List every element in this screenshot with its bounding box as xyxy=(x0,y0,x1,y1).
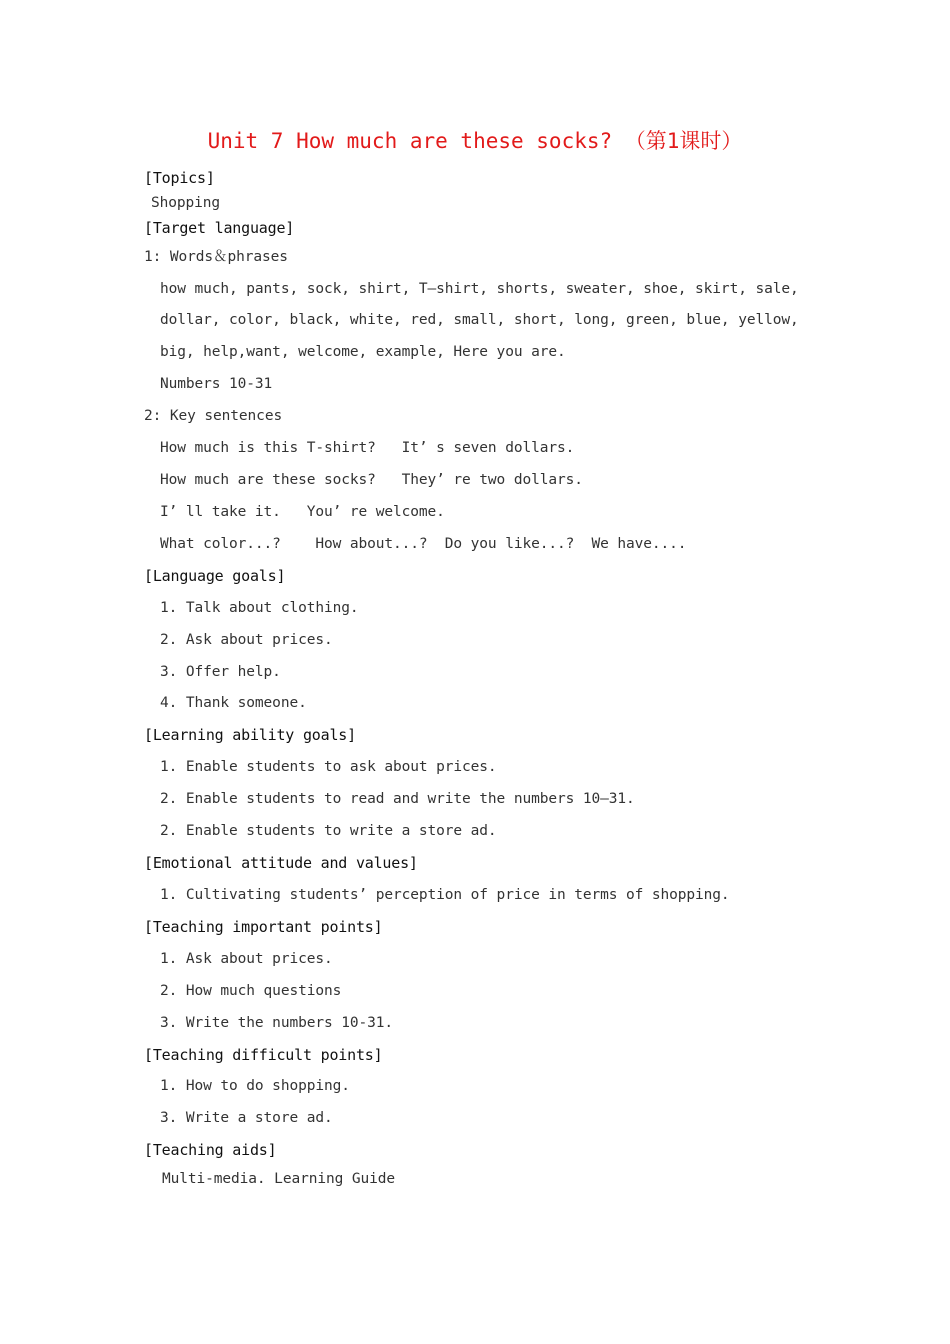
list-item: 2. Enable students to read and write the numbers 10—31. xyxy=(160,791,635,807)
language-goals-heading: [Language goals] xyxy=(144,567,286,585)
topics-body: Shopping xyxy=(151,195,221,211)
list-item: 1. Talk about clothing. xyxy=(160,600,359,616)
list-item: 3. Write a store ad. xyxy=(160,1110,333,1126)
emotional-heading: [Emotional attitude and values] xyxy=(144,854,418,872)
topics-heading: [Topics] xyxy=(144,169,215,187)
difficult-points-heading: [Teaching difficult points] xyxy=(144,1046,383,1064)
teaching-aids-body: Multi-media. Learning Guide xyxy=(162,1171,396,1187)
page-title: Unit 7 How much are these socks? （第1课时） xyxy=(207,129,743,153)
list-item: 1. Ask about prices. xyxy=(160,951,333,967)
list-item: 2. Ask about prices. xyxy=(160,632,333,648)
important-points-heading: [Teaching important points] xyxy=(144,918,383,936)
words-line: how much, pants, sock, shirt, T—shirt, shorts, sweater, shoe, skirt, sale, xyxy=(160,281,799,297)
key-sentence: I’ ll take it. You’ re welcome. xyxy=(160,504,445,520)
list-item: 1. Cultivating students’ perception of price in terms of shopping. xyxy=(160,887,730,903)
key-sentence: How much is this T-shirt? It’ s seven dollars. xyxy=(160,440,575,456)
words-line: big, help,want, welcome, example, Here you are. xyxy=(160,344,566,360)
list-item: 4. Thank someone. xyxy=(160,695,307,711)
key-sentence: What color...? How about...? Do you like...? We have.... xyxy=(160,536,687,552)
key-sentence: How much are these socks? They’ re two dollars. xyxy=(160,472,583,488)
list-item: 3. Write the numbers 10-31. xyxy=(160,1015,394,1031)
list-item: 2. How much questions xyxy=(160,983,342,999)
words-phrases-label: 1: Words＆phrases xyxy=(144,249,288,265)
key-sentences-label: 2: Key sentences xyxy=(144,408,283,424)
teaching-aids-heading: [Teaching aids] xyxy=(144,1141,277,1159)
list-item: 1. How to do shopping. xyxy=(160,1078,350,1094)
learning-ability-goals-heading: [Learning ability goals] xyxy=(144,726,356,744)
list-item: 1. Enable students to ask about prices. xyxy=(160,759,497,775)
target-language-heading: [Target language] xyxy=(144,219,295,237)
numbers-line: Numbers 10-31 xyxy=(160,376,273,392)
list-item: 2. Enable students to write a store ad. xyxy=(160,823,497,839)
list-item: 3. Offer help. xyxy=(160,664,281,680)
words-line: dollar, color, black, white, red, small, short, long, green, blue, yellow, xyxy=(160,312,799,328)
